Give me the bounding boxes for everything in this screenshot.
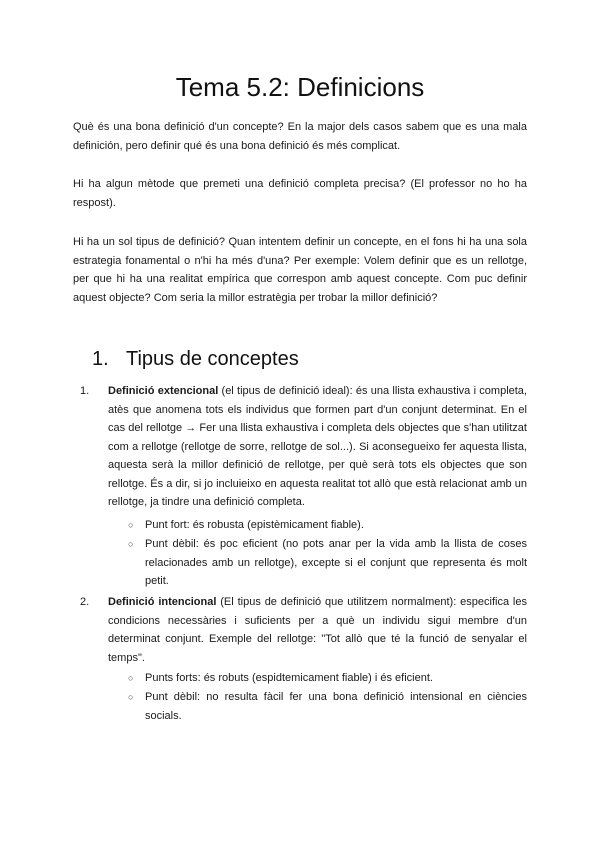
list-item-term: Definició intencional [108, 596, 217, 608]
section-title: Tipus de conceptes [126, 348, 299, 370]
subitem-weakness: Punt dèbil: és poc eficient (no pots anar per la vida amb la llista de coses relacionades amb un rellotge), excepte si el conjunt que representa és molt petit. [145, 538, 527, 587]
list-item-extensional [108, 382, 527, 512]
bullet-icon: ○ [128, 692, 134, 702]
list-item-text: (El tipus de definició que utilitzem normalment): especifica les condicions necessàries i suficients per a què un individu sigui membre d'un determinat conjunt. Exemple del rellotge: "Tot allò que té la funció de senyalar el temps". [108, 596, 527, 664]
list-item-intensional [108, 593, 527, 667]
paragraph-intro: Què és una bona definició d'un concepte? En la major dels casos sabem que es una mala definición, pero definir qué és una bona definició és més complicat. [73, 121, 527, 152]
paragraph-types: Hi ha un sol tipus de definició? Quan intentem definir un concepte, en el fons hi ha una sola estrategia fonamental o n'hi ha més d'una? Per exemple: Volem definir que es un rellotge, per que hi ha una realitat empírica que correspon amb aquest concepte. Com puc definir aquest objecte? Com seria la millor estratègia per trobar la millor definició? [73, 236, 527, 304]
page-title: Tema 5.2: Definicions [175, 72, 425, 102]
list-item-number: 1. [80, 385, 90, 397]
list-item-term: Definició extencional [108, 385, 219, 397]
section-number: 1. [92, 348, 109, 370]
bullet-icon: ○ [128, 520, 134, 530]
subitem-strength: Punts forts: és robuts (espidtemicament fiable) i és eficient. [145, 672, 433, 684]
list-item-number: 2. [80, 596, 90, 608]
paragraph-method: Hi ha algun mètode que premeti una definició completa precisa? (El professor no ho ha respost). [73, 178, 527, 209]
bullet-icon: ○ [128, 539, 134, 549]
list-item-text: (el tipus de definició ideal): és una llista exhaustiva i completa, atès que anomena tots els individus que formen part d'un conjunt determinat. En el cas del rellotge → Fer una llista exhaustiva i completa dels objectes que s'han utilitzat com a rellotge (rellotge de sorre, rellotge de sol...). Si aconsegueixo fer aquesta llista, aquesta serà la millor definició de rellotge, per què serà tots els objectes que son rellotge. És a dir, si jo incluieixo en aquesta realitat tot allò que està relacionat amb un rellotge, ja tindre una definició completa. [108, 385, 527, 508]
bullet-icon: ○ [128, 673, 134, 683]
section-heading [92, 348, 299, 371]
subitem-weakness: Punt dèbil: no resulta fàcil fer una bona definició intensional en ciències socials. [145, 691, 527, 722]
subitem-strength: Punt fort: és robusta (epistèmicament fiable). [145, 519, 364, 531]
